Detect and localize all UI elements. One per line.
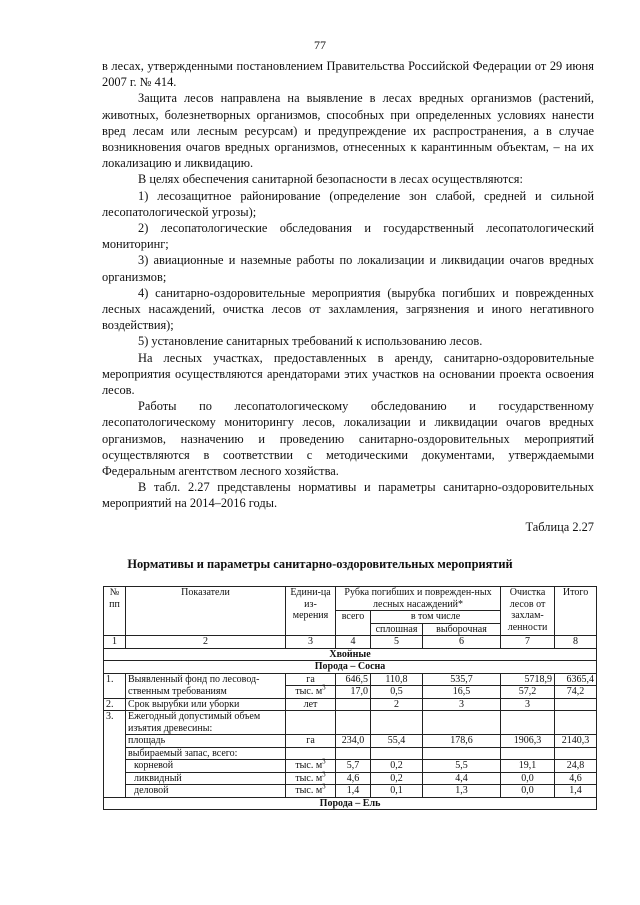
paragraph: 4) санитарно-оздоровительные мероприятия (вырубка погибших и поврежденных лесных насаждений, очистка лесов от захламления, загрязнения и иного негативного воздействия); bbox=[102, 285, 594, 333]
row-name: выбираемый запас, всего: bbox=[126, 747, 286, 760]
cell-cleaning: 57,2 bbox=[501, 686, 555, 699]
row-name: Ежегодный допустимый объем изъятия древесины: bbox=[126, 711, 286, 735]
row-name: корневой bbox=[126, 760, 286, 773]
row-unit: га bbox=[286, 673, 336, 686]
paragraph: На лесных участках, предоставленных в аренду, санитарно-оздоровительные мероприятия осуществляются арендаторами этих участков на основании проекта освоения лесов. bbox=[102, 350, 594, 398]
row-unit: тыс. $м^3$ bbox=[286, 785, 336, 798]
paragraph: Защита лесов направлена на выявление в лесах вредных организмов (растений, животных, болезнетворных организмов, способных при определенных условиях нанести вред лесам или лесным ресурсам) и предупреждение их распространения, а в случае возникновения очагов вредных организмов, отнесенных к карантинным объектам, – на их локализацию и ликвидацию. bbox=[102, 91, 594, 171]
section-row bbox=[104, 648, 597, 661]
table-row bbox=[104, 772, 597, 785]
header-cleaning: Очистка лесов от захлам-ленности bbox=[501, 587, 555, 636]
row-num bbox=[104, 760, 126, 773]
cell-total: 74,2 bbox=[555, 686, 597, 699]
paragraph: Работы по лесопатологическому обследованию и государственному лесопатологическому мониторингу лесов, локализации и ликвидации очагов вредных организмов, назначению и проведению санитарно-оздоровительных мероприятий осуществляются в соответствии с методическими документами, утверждаемыми Федеральным агентством лесного хозяйства. bbox=[102, 399, 594, 479]
cell-total-sub: 17,0 bbox=[336, 686, 371, 699]
cell-total: 24,8 bbox=[555, 760, 597, 773]
col-number: 1 bbox=[104, 636, 126, 649]
paragraph: 2) лесопатологические обследования и государственный лесопатологический мониторинг; bbox=[102, 221, 594, 252]
cell-total-sub: 234,0 bbox=[336, 735, 371, 748]
cell-total-sub: 646,5 bbox=[336, 673, 371, 686]
cell-cleaning: 0,0 bbox=[501, 772, 555, 785]
row-name: ственным требованиям bbox=[126, 686, 286, 699]
cell-solid: 55,4 bbox=[371, 735, 423, 748]
body-text bbox=[102, 58, 594, 512]
cell-total-sub: 5,7 bbox=[336, 760, 371, 773]
cell-selective: 3 bbox=[423, 698, 501, 711]
norms-table bbox=[103, 586, 597, 810]
paragraph: 1) лесозащитное районирование (определение зон слабой, средней и сильной лесопатологической угрозы); bbox=[102, 188, 594, 219]
cell-selective: 178,6 bbox=[423, 735, 501, 748]
cell-cleaning: 3 bbox=[501, 698, 555, 711]
row-num: 2. bbox=[104, 698, 126, 711]
paragraph: 3) авиационные и наземные работы по локализации и ликвидации очагов вредных организмов; bbox=[102, 253, 594, 284]
row-num bbox=[104, 735, 126, 748]
cell-solid: 0,2 bbox=[371, 772, 423, 785]
cell-solid bbox=[371, 747, 423, 760]
cell-selective: 1,3 bbox=[423, 785, 501, 798]
cell-solid: 2 bbox=[371, 698, 423, 711]
table-row bbox=[104, 747, 597, 760]
cell-solid: 0,1 bbox=[371, 785, 423, 798]
cell-cleaning: 1906,3 bbox=[501, 735, 555, 748]
header-indicators: Показатели bbox=[126, 587, 286, 636]
row-unit: тыс. $м^3$ bbox=[286, 760, 336, 773]
page-number: 77 bbox=[314, 38, 326, 52]
section-conifers: Хвойные bbox=[104, 648, 597, 661]
cell-total bbox=[555, 698, 597, 711]
cell-selective: 4,4 bbox=[423, 772, 501, 785]
cell-total bbox=[555, 711, 597, 735]
row-unit: тыс. $м^3$ bbox=[286, 772, 336, 785]
col-number: 7 bbox=[501, 636, 555, 649]
cell-total: 6365,4 bbox=[555, 673, 597, 686]
table-header-row bbox=[104, 587, 597, 611]
cell-solid: 0,2 bbox=[371, 760, 423, 773]
cell-cleaning bbox=[501, 747, 555, 760]
cell-solid bbox=[371, 711, 423, 735]
header-total: Итого bbox=[555, 587, 597, 636]
paragraph: В целях обеспечения санитарной безопасности в лесах осуществляются: bbox=[138, 172, 523, 187]
breed-row bbox=[104, 797, 597, 810]
breed-row bbox=[104, 661, 597, 674]
header-selective: выборочная bbox=[423, 623, 501, 636]
header-incl: в том числе bbox=[371, 611, 501, 624]
table-row bbox=[104, 673, 597, 686]
cell-total-sub bbox=[336, 698, 371, 711]
table-title: Нормативы и параметры санитарно-оздоровительных мероприятий bbox=[127, 557, 513, 571]
row-name: Выявленный фонд по лесовод- bbox=[126, 673, 286, 686]
paragraph: 5) установление санитарных требований к использованию лесов. bbox=[138, 334, 483, 349]
table-row bbox=[104, 785, 597, 798]
cell-selective: 16,5 bbox=[423, 686, 501, 699]
cell-total: 4,6 bbox=[555, 772, 597, 785]
col-number: 8 bbox=[555, 636, 597, 649]
header-solid: сплошная bbox=[371, 623, 423, 636]
cell-total-sub: 1,4 bbox=[336, 785, 371, 798]
cell-selective: 535,7 bbox=[423, 673, 501, 686]
cell-cleaning bbox=[501, 711, 555, 735]
table-row bbox=[104, 735, 597, 748]
table-label: Таблица 2.27 bbox=[525, 520, 594, 534]
row-unit: га bbox=[286, 735, 336, 748]
cell-selective bbox=[423, 711, 501, 735]
cell-total-sub bbox=[336, 711, 371, 735]
row-name: Срок вырубки или уборки bbox=[126, 698, 286, 711]
cell-cleaning: 19,1 bbox=[501, 760, 555, 773]
table-row bbox=[104, 698, 597, 711]
col-number: 2 bbox=[126, 636, 286, 649]
col-number: 6 bbox=[423, 636, 501, 649]
row-num bbox=[104, 747, 126, 760]
row-num bbox=[104, 686, 126, 699]
cell-selective: 5,5 bbox=[423, 760, 501, 773]
cell-selective bbox=[423, 747, 501, 760]
col-number: 4 bbox=[336, 636, 371, 649]
row-unit: лет bbox=[286, 698, 336, 711]
breed-pine: Порода – Сосна bbox=[104, 661, 597, 674]
row-unit bbox=[286, 747, 336, 760]
cell-cleaning: 5718,9 bbox=[501, 673, 555, 686]
row-num: 3. bbox=[104, 711, 126, 735]
cell-total-sub bbox=[336, 747, 371, 760]
row-name: площадь bbox=[126, 735, 286, 748]
table-row bbox=[104, 711, 597, 735]
header-felling: Рубка погибших и поврежден-ных лесных насаждений* bbox=[336, 587, 501, 611]
cell-total: 1,4 bbox=[555, 785, 597, 798]
cell-cleaning: 0,0 bbox=[501, 785, 555, 798]
cell-solid: 110,8 bbox=[371, 673, 423, 686]
breed-spruce: Порода – Ель bbox=[104, 797, 597, 810]
col-number: 3 bbox=[286, 636, 336, 649]
cell-total-sub: 4,6 bbox=[336, 772, 371, 785]
cell-total: 2140,3 bbox=[555, 735, 597, 748]
row-unit bbox=[286, 711, 336, 735]
col-number: 5 bbox=[371, 636, 423, 649]
cell-total bbox=[555, 747, 597, 760]
row-num bbox=[104, 772, 126, 785]
table-row bbox=[104, 760, 597, 773]
row-num bbox=[104, 785, 126, 798]
table-row bbox=[104, 686, 597, 699]
paragraph: в лесах, утвержденными постановлением Правительства Российской Федерации от 29 июня 2007 г. № 414. bbox=[102, 59, 594, 90]
header-num: № пп bbox=[104, 587, 126, 636]
paragraph: В табл. 2.27 представлены нормативы и параметры санитарно-оздоровительных мероприятий на 2014–2016 годы. bbox=[102, 480, 594, 511]
row-unit: тыс. $м^3$ bbox=[286, 686, 336, 699]
row-num: 1. bbox=[104, 673, 126, 686]
column-numbers-row bbox=[104, 636, 597, 649]
row-name: деловой bbox=[126, 785, 286, 798]
cell-solid: 0,5 bbox=[371, 686, 423, 699]
header-unit: Едини-ца из-мерения bbox=[286, 587, 336, 636]
row-name: ликвидный bbox=[126, 772, 286, 785]
header-total-sub: всего bbox=[336, 611, 371, 636]
